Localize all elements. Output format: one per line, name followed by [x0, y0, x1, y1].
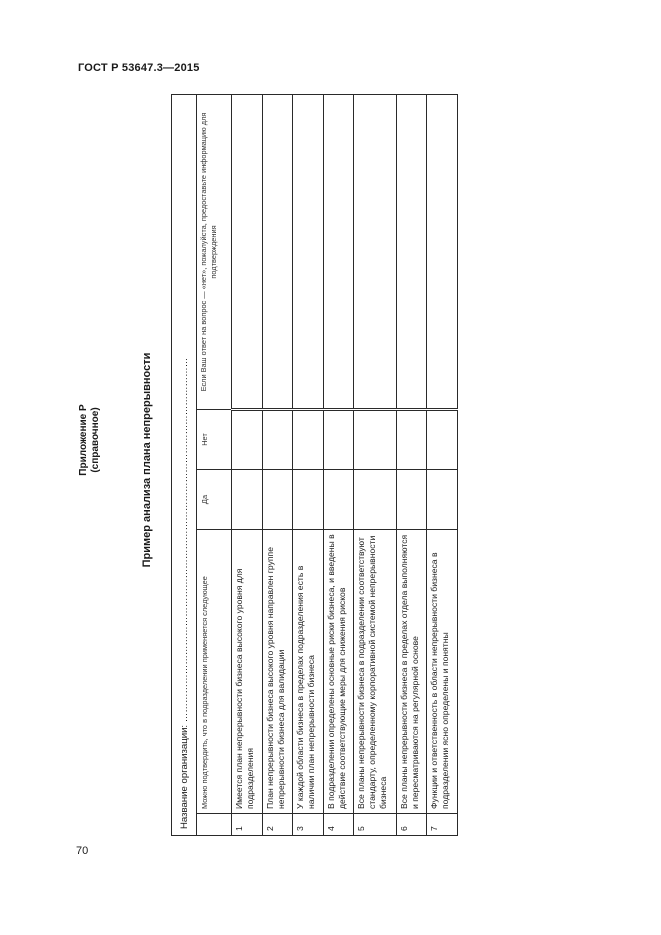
- annex-label: [78, 375, 102, 505]
- table-row: [396, 95, 427, 836]
- row-number: 5: [354, 814, 397, 836]
- header-info: Если Ваш ответ на вопрос — «нет», пожалуйста, предоставьте информацию для подтверждения: [197, 95, 232, 410]
- row-yes-cell: [323, 470, 354, 530]
- organization-name-cell: Название организации: ……………………………………………………………………………………………………: [172, 95, 197, 836]
- row-number: 2: [262, 814, 293, 836]
- row-no-cell: [354, 410, 397, 470]
- row-info-cell: [323, 95, 354, 410]
- header-number: [197, 814, 232, 836]
- table-row: [293, 95, 324, 836]
- row-number: 7: [427, 814, 458, 836]
- header-question: Можно подтвердить, что в подразделении применяется следующее: [197, 530, 232, 814]
- checklist-table: [171, 94, 458, 836]
- header-yes: Да: [197, 470, 232, 530]
- row-question: В подразделении определены основные риски бизнеса, и введены в действие соответствующие меры для снижения рисков: [323, 530, 354, 814]
- checklist-table-wrapper: [171, 95, 458, 836]
- row-yes-cell: [396, 470, 427, 530]
- row-yes-cell: [354, 470, 397, 530]
- row-question: Функции и ответственность в области непрерывности бизнеса в подразделении ясно определены и понятны: [427, 530, 458, 814]
- row-no-cell: [262, 410, 293, 470]
- table-row: [232, 95, 263, 836]
- row-yes-cell: [293, 470, 324, 530]
- row-number: 4: [323, 814, 354, 836]
- annex-title: Приложение Р: [78, 404, 89, 476]
- row-no-cell: [396, 410, 427, 470]
- document-header: ГОСТ Р 53647.3—2015: [78, 62, 200, 74]
- row-no-cell: [427, 410, 458, 470]
- row-question: Имеется план непрерывности бизнеса высокого уровня для подразделения: [232, 530, 263, 814]
- row-info-cell: [354, 95, 397, 410]
- row-no-cell: [232, 410, 263, 470]
- row-no-cell: [293, 410, 324, 470]
- row-info-cell: [262, 95, 293, 410]
- annex-subtitle: (справочное): [90, 407, 101, 473]
- row-info-cell: [232, 95, 263, 410]
- table-row: [354, 95, 397, 836]
- table-row: [262, 95, 293, 836]
- table-row: [323, 95, 354, 836]
- row-question: План непрерывности бизнеса высокого уровня направлен группе непрерывности бизнеса для валидации: [262, 530, 293, 814]
- row-yes-cell: [232, 470, 263, 530]
- page-number: 70: [76, 845, 89, 857]
- table-header-row: [197, 95, 232, 836]
- row-info-cell: [396, 95, 427, 410]
- row-number: 1: [232, 814, 263, 836]
- row-info-cell: [293, 95, 324, 410]
- row-no-cell: [323, 410, 354, 470]
- row-question: Все планы непрерывности бизнеса в подразделении соответствуют стандарту, определенному корпоративной системой непрерывности бизнеса: [354, 530, 397, 814]
- table-title: Пример анализа плана непрерывности: [141, 352, 153, 568]
- row-info-cell: [427, 95, 458, 410]
- row-number: 6: [396, 814, 427, 836]
- row-yes-cell: [427, 470, 458, 530]
- header-no: Нет: [197, 410, 232, 470]
- table-row: [427, 95, 458, 836]
- row-question: У каждой области бизнеса в пределах подразделения есть в наличии план непрерывности бизнеса: [293, 530, 324, 814]
- row-yes-cell: [262, 470, 293, 530]
- row-number: 3: [293, 814, 324, 836]
- row-question: Все планы непрерывности бизнеса в пределах отдела выполняются и пересматриваются на регулярной основе: [396, 530, 427, 814]
